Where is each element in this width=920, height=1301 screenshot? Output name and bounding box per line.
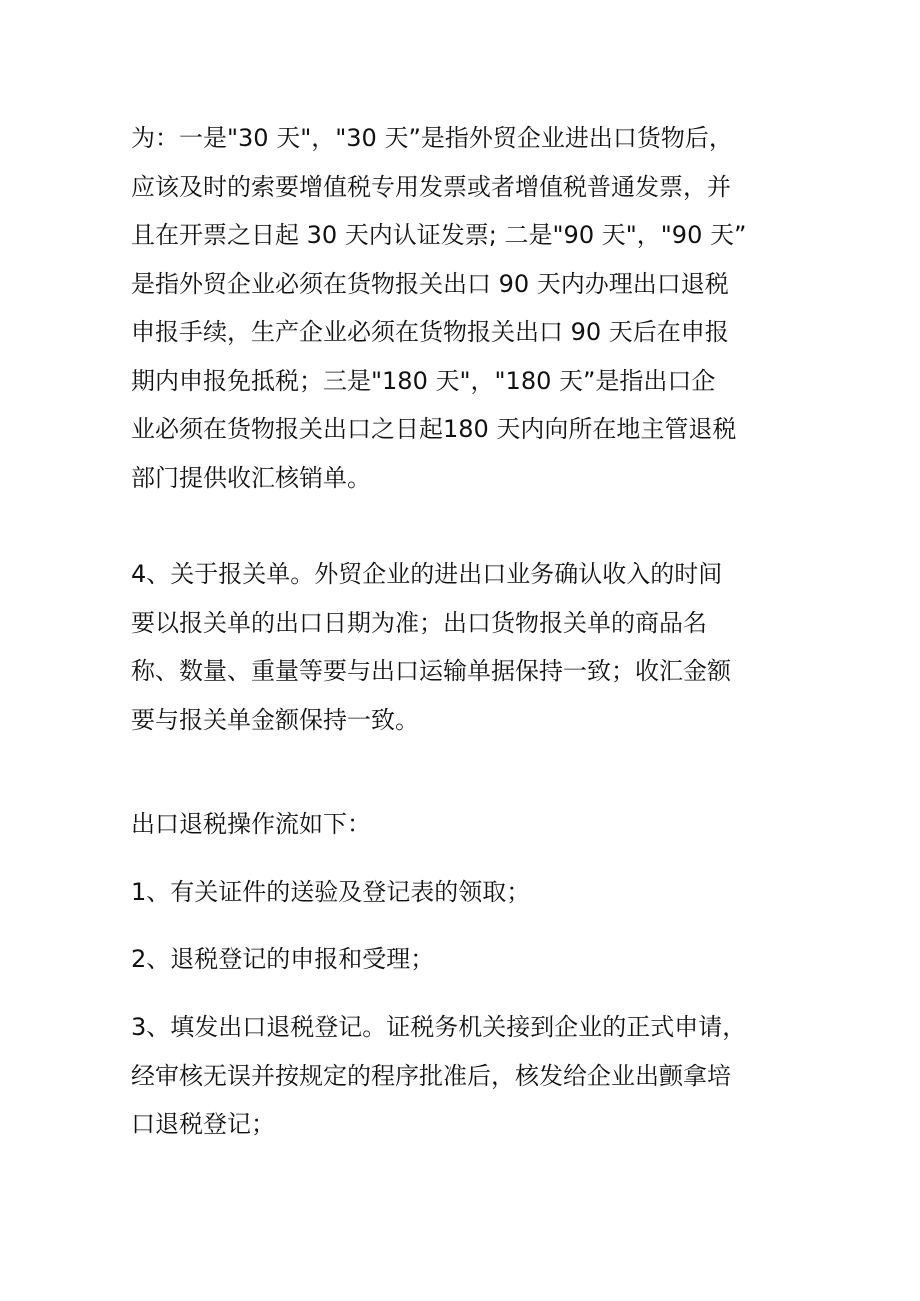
paragraph-deadlines	[131, 114, 811, 502]
text-line: 要与报关单金额保持一致。	[131, 705, 419, 734]
text-line: 口退税登记；	[131, 1110, 275, 1138]
text-line: 部门提供收汇核销单。	[131, 463, 371, 492]
text-line: 1、有关证件的送验及登记表的领取；	[131, 878, 531, 906]
paragraph-customs-declaration	[131, 550, 811, 744]
text-line: 经审核无误并按规定的程序批准后，核发给企业出颤拿培	[131, 1061, 731, 1090]
text-line: 期内申报免抵税；三是"180 天"，"180 天”是指出口企	[131, 366, 716, 395]
text-line: 称、数量、重量等要与出口运输单据保持一致；收汇金额	[131, 657, 731, 685]
text-line: 业必须在货物报关出口之日起180 天内向所在地主管退税	[131, 415, 737, 443]
list-item-step-2	[131, 935, 811, 984]
text-line: 且在开票之日起 30 天内认证发票; 二是"90 天"，"90 天”	[131, 221, 747, 249]
text-line: 4、关于报关单。外贸企业的进出口业务确认收入的时间	[131, 560, 723, 588]
text-line: 2、退税登记的申报和受理；	[131, 945, 435, 973]
text-line: 为：一是"30 天"，"30 天”是指外贸企业进出口货物后，	[131, 124, 733, 152]
text-line: 应该及时的索要增值税专用发票或者增值税普通发票，并	[131, 172, 731, 201]
text-line: 申报手续，生产企业必须在货物报关出口 90 天后在申报	[131, 318, 729, 346]
text-line: 要以报关单的出口日期为准；出口货物报关单的商品名	[131, 608, 707, 637]
paragraph-process-heading	[131, 800, 811, 849]
text-line: 3、填发出口退税登记。证税务机关接到企业的正式申请，	[131, 1013, 747, 1041]
list-item-step-1	[131, 868, 811, 917]
list-item-step-3	[131, 1003, 811, 1149]
section-heading: 出口退税操作流如下：	[131, 810, 371, 838]
text-line: 是指外贸企业必须在货物报关出口 90 天内办理出口退税	[131, 269, 729, 298]
